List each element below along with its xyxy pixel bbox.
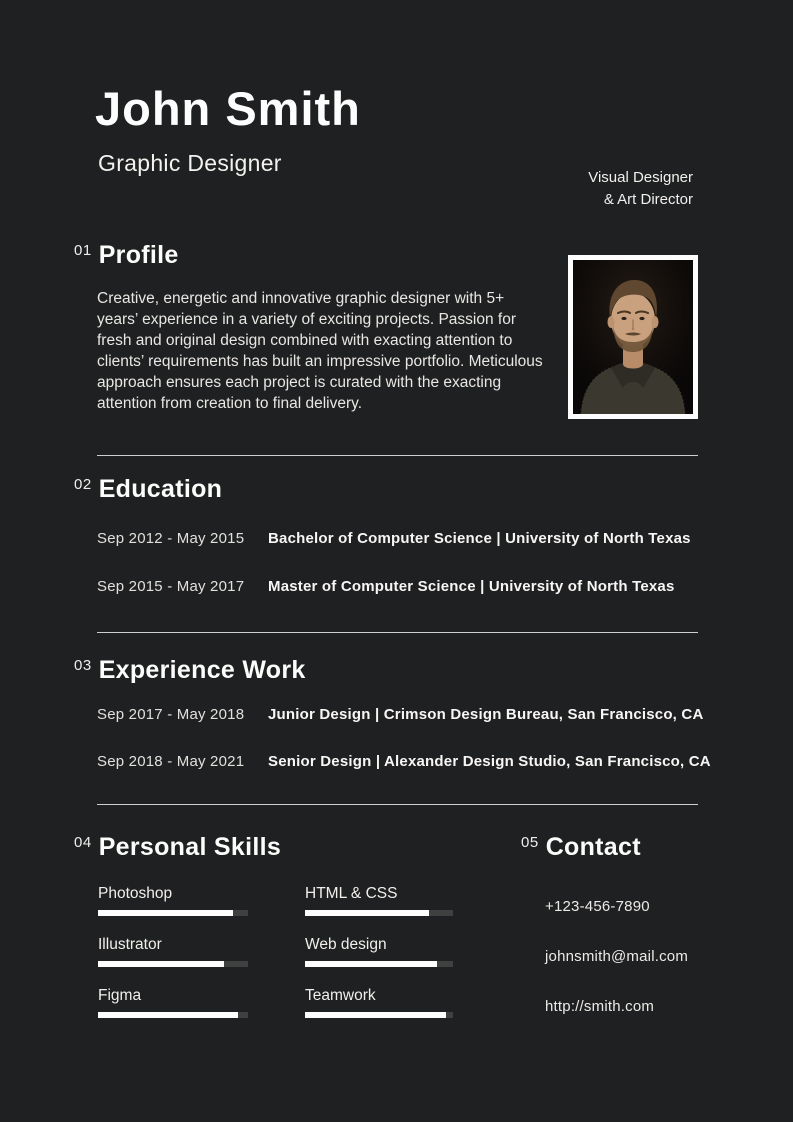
experience-detail: Senior Design | Alexander Design Studio, San Francisco, CA [268,753,711,770]
skill-label: HTML & CSS [305,885,398,902]
skill-bar-fill [98,1012,238,1018]
skill-label: Teamwork [305,987,376,1004]
skill-bar-fill [305,910,429,916]
skill-item [305,986,453,1018]
section-title: Contact [545,833,641,861]
education-dates: Sep 2015 - May 2017 [97,578,245,595]
education-detail: Bachelor of Computer Science | University of North Texas [268,530,691,547]
experience-row [97,753,717,770]
person-name: John Smith [95,82,361,135]
section-number: 05 [521,834,539,851]
section-contact-heading [521,834,641,860]
section-divider [97,455,698,456]
section-experience-heading [74,657,306,683]
section-divider [97,632,698,633]
section-title: Personal Skills [98,833,282,861]
skill-bar-track [98,961,248,967]
skill-bar-fill [305,1012,446,1018]
skill-label: Photoshop [98,885,173,902]
section-number: 01 [74,242,92,259]
contact-list [545,898,688,1048]
education-row [97,578,717,595]
section-skills-heading [74,834,281,860]
education-row [97,530,717,547]
section-title: Education [98,475,223,503]
skill-label: Illustrator [98,936,162,953]
education-dates: Sep 2012 - May 2015 [97,530,245,547]
skill-bar-fill [305,961,437,967]
skill-item [98,884,248,916]
tagline-line-1: Visual Designer [588,169,693,186]
section-education-heading [74,476,222,502]
experience-dates: Sep 2018 - May 2021 [97,753,245,770]
person-role: Graphic Designer [98,150,282,176]
skill-item [98,935,248,967]
skill-bar-fill [98,961,224,967]
profile-photo [568,255,698,419]
skill-bar-fill [98,910,233,916]
skill-item [98,986,248,1018]
contact-email[interactable]: johnsmith@mail.com [545,948,689,965]
education-detail: Master of Computer Science | University of North Texas [268,578,675,595]
portrait-illustration [573,260,693,414]
skill-item [305,935,453,967]
experience-detail: Junior Design | Crimson Design Bureau, San Francisco, CA [268,706,704,723]
person-tagline [588,167,693,210]
experience-row [97,706,717,723]
skill-bar-track [305,1012,453,1018]
section-number: 02 [74,476,92,493]
section-number: 04 [74,834,92,851]
skill-bar-track [305,910,453,916]
contact-website[interactable]: http://smith.com [545,998,655,1015]
skill-item [305,884,453,916]
section-divider [97,804,698,805]
profile-summary-text: Creative, energetic and innovative graphic designer with 5+ years’ experience in a variety of exciting projects. Passion for fresh and original design combined with exacting attention to clients’ requirements has built an impressive portfolio. Meticulous approach ensures each project is curated with the exacting attention from creation to final delivery. [97,290,543,412]
section-title: Experience Work [98,656,306,684]
section-number: 03 [74,657,92,674]
skill-label: Figma [98,987,142,1004]
tagline-line-2: & Art Director [603,190,693,208]
skill-bar-track [305,961,453,967]
skill-bar-track [98,1012,248,1018]
skill-bar-track [98,910,248,916]
experience-dates: Sep 2017 - May 2018 [97,706,245,723]
skills-column-right [305,884,453,1037]
skills-column-left [98,884,248,1037]
section-profile-heading [74,242,179,268]
section-title: Profile [98,241,179,269]
skill-label: Web design [305,936,387,953]
contact-phone[interactable]: +123-456-7890 [545,898,650,915]
